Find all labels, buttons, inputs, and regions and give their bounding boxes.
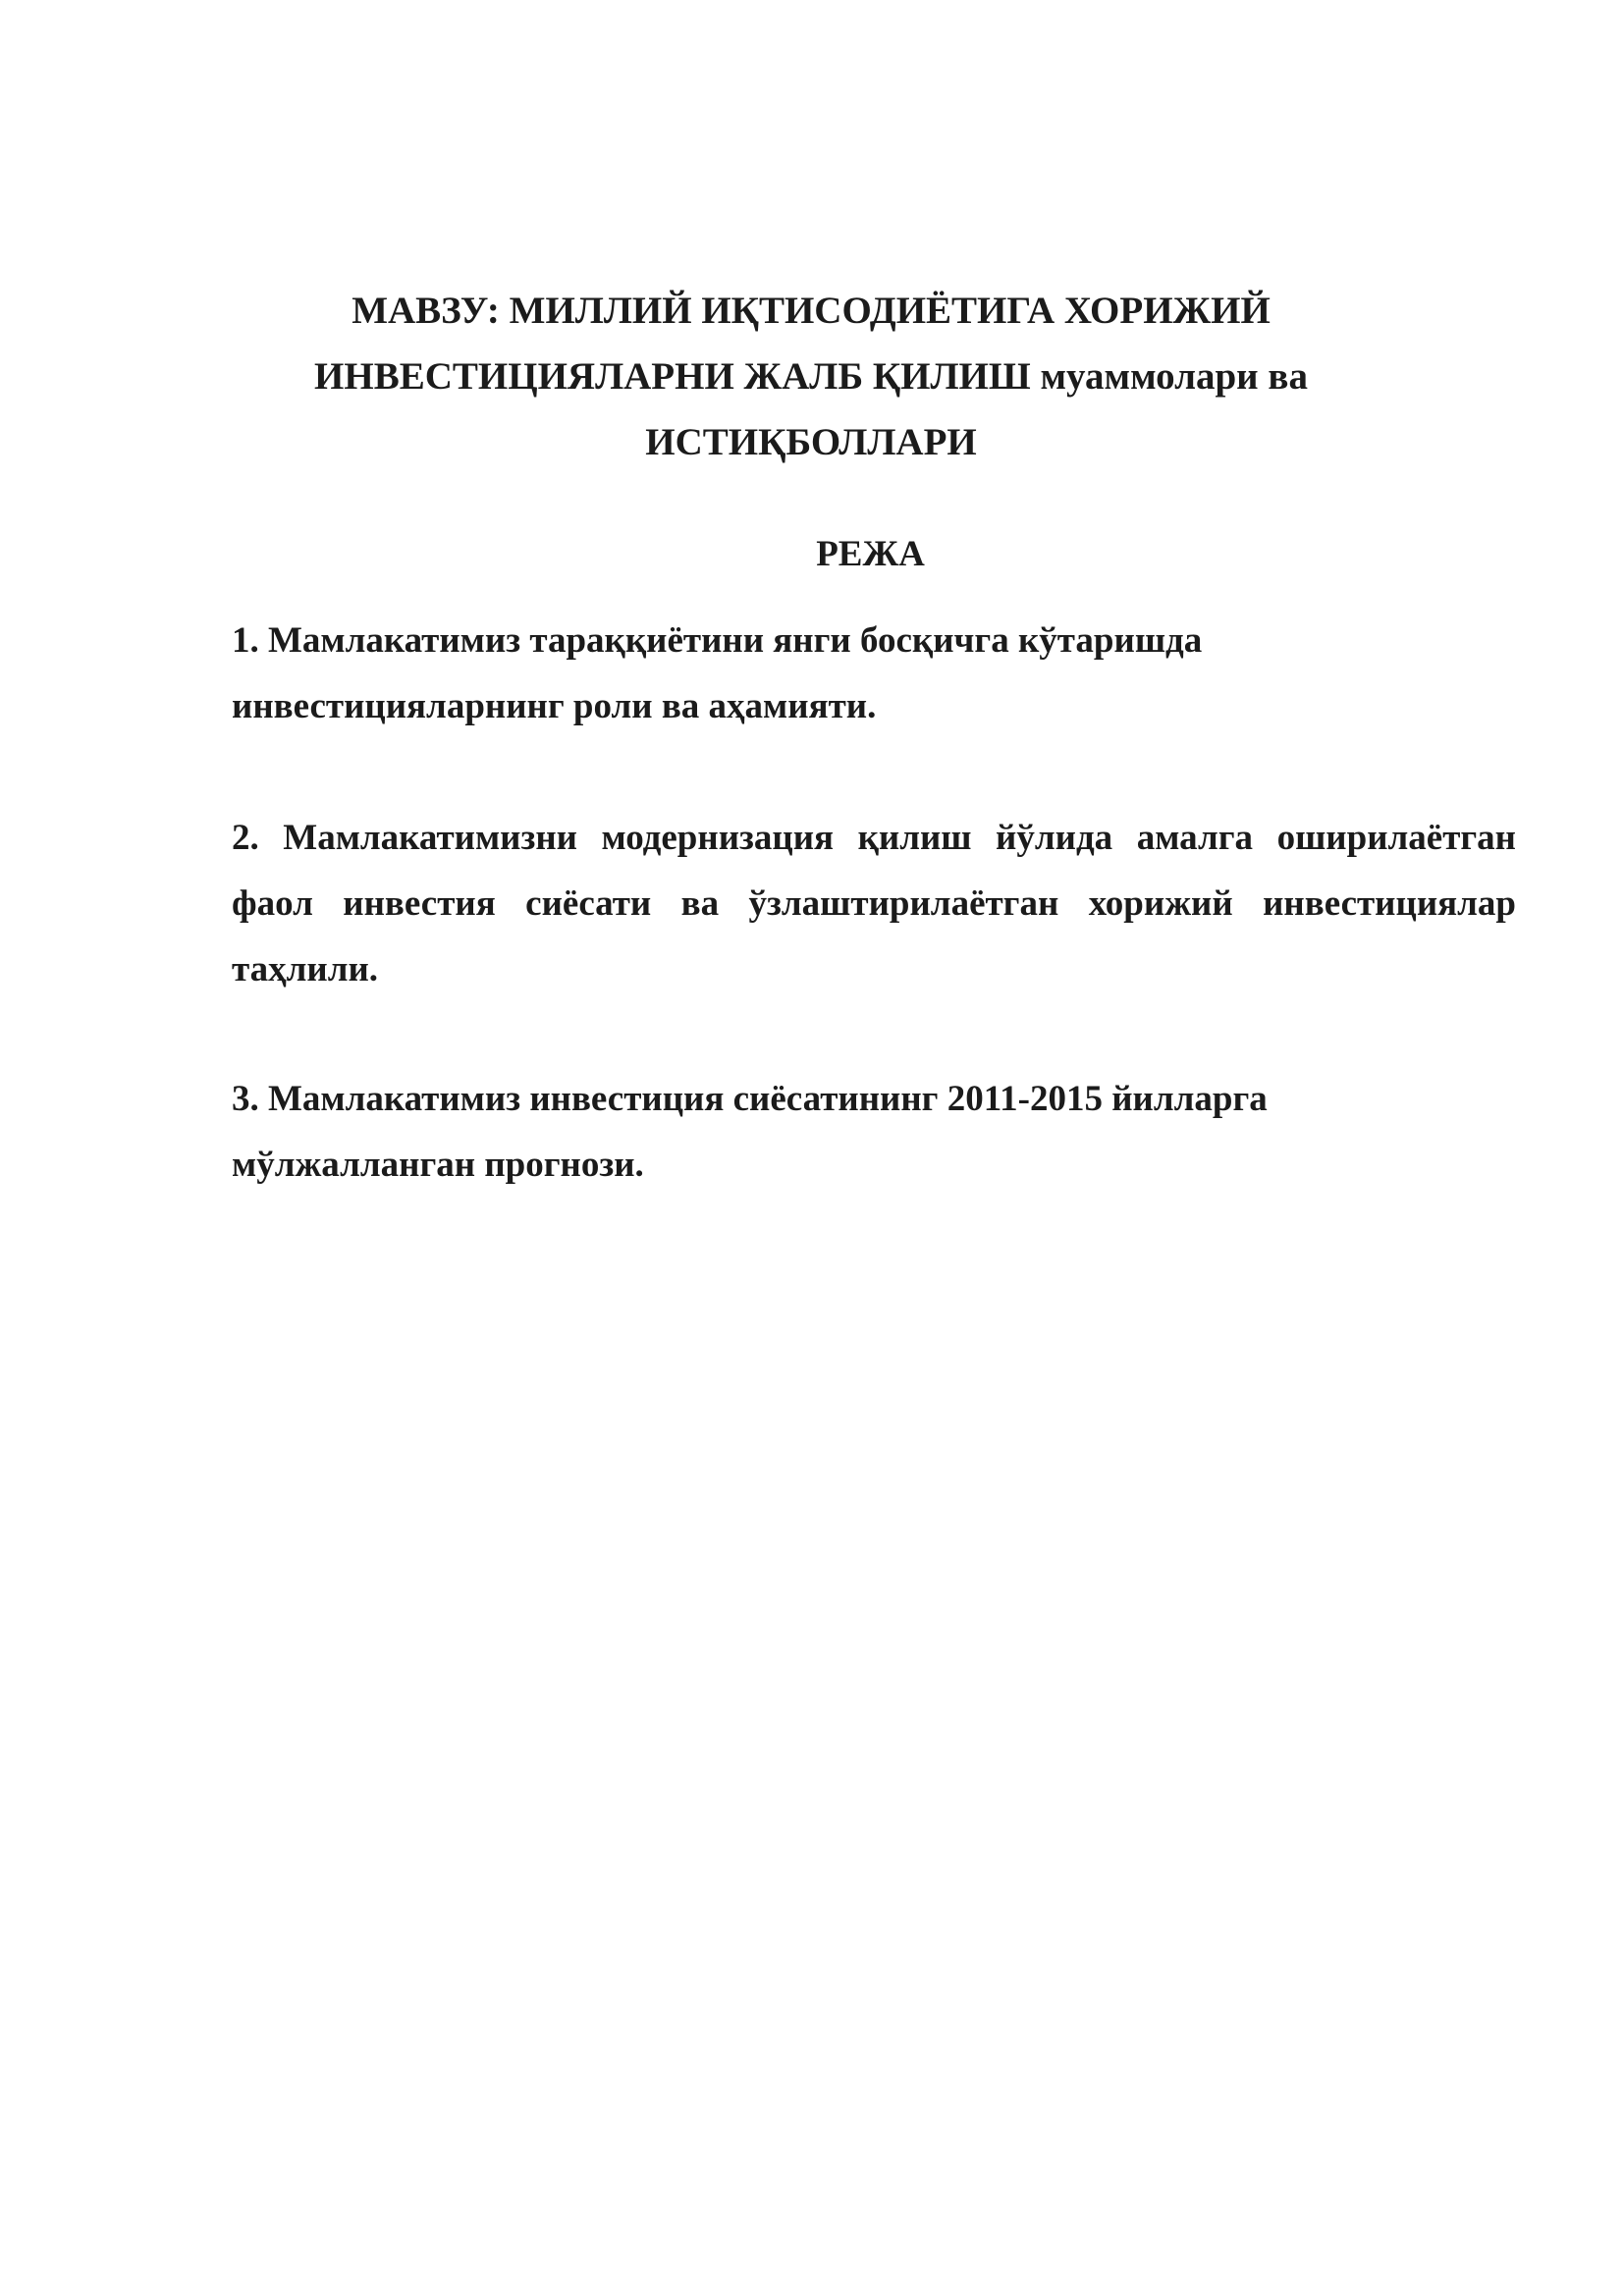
plan-heading: РЕЖА bbox=[816, 534, 925, 574]
plan-item-3 bbox=[232, 1066, 1516, 1198]
plan-item-2 bbox=[232, 805, 1516, 1002]
plan-item-line: инвестицияларнинг роли ва аҳамияти. bbox=[232, 686, 877, 726]
plan-item-1 bbox=[232, 608, 1516, 739]
title-line: ИНВЕСТИЦИЯЛАРНИ ЖАЛБ ҚИЛИШ муаммолари ва bbox=[314, 355, 1308, 398]
plan-item-line: 2. Мамлакатимизни модернизация қилиш йўлида амалга оширилаётган bbox=[232, 818, 1516, 858]
document-title bbox=[232, 278, 1390, 475]
plan-item-line: таҳлили. bbox=[232, 949, 379, 989]
title-line: ИСТИҚБОЛЛАРИ bbox=[645, 421, 977, 463]
plan-item-line: 3. Мамлакатимиз инвестиция сиёсатининг 2011-2015 йилларга bbox=[232, 1079, 1268, 1119]
plan-item-line: фаол инвестия сиёсати ва ўзлаштирилаётган хорижий инвестициялар bbox=[232, 883, 1516, 924]
title-line: МАВЗУ: МИЛЛИЙ ИҚТИСОДИЁТИГА ХОРИЖИЙ bbox=[352, 290, 1271, 332]
plan-item-line: 1. Мамлакатимиз тараққиётини янги босқичга кўтаришда bbox=[232, 620, 1203, 661]
plan-item-line: мўлжалланган прогнози. bbox=[232, 1145, 644, 1185]
